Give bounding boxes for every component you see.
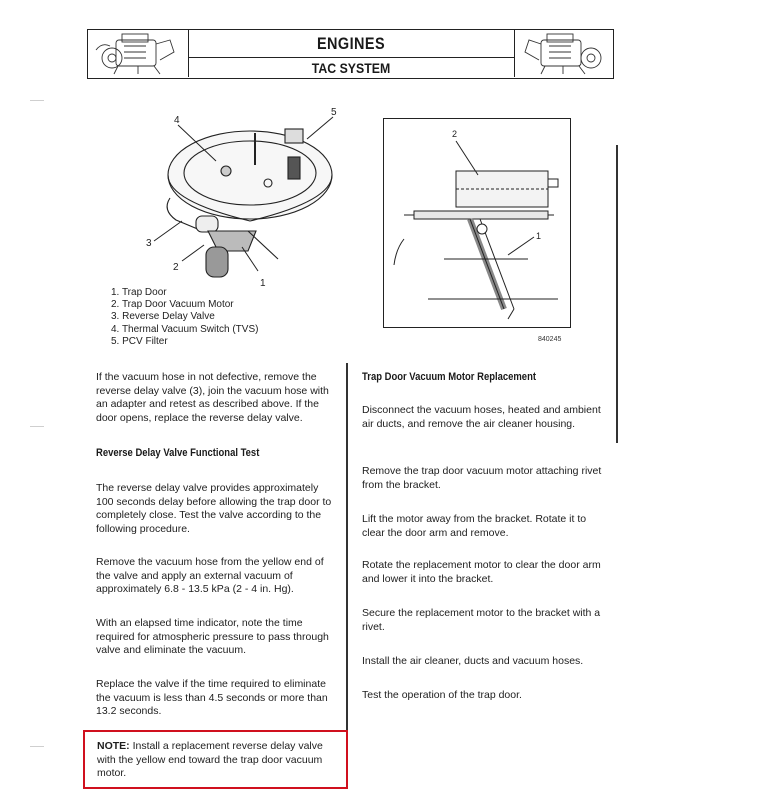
legend-item: 4. Thermal Vacuum Switch (TVS) xyxy=(111,323,259,335)
body-paragraph: Replace the valve if the time required to eliminate the vacuum is less than 4.5 seconds or more than 13.2 seconds. xyxy=(96,678,328,717)
column-divider xyxy=(346,363,348,786)
callout-label: 3 xyxy=(146,238,152,249)
engine-illustration-icon xyxy=(88,30,189,77)
scan-mark xyxy=(30,100,44,101)
body-paragraph: Remove the vacuum hose from the yellow end of the valve and apply an external vacuum of approximately 6.8 - 13.5 kPa (2 - 4 in. Hg). xyxy=(96,556,324,595)
legend-item: 3. Reverse Delay Valve xyxy=(111,311,215,323)
subtitle-bar xyxy=(188,57,514,78)
page-title: ENGINES xyxy=(316,34,386,53)
callout-label: 5 xyxy=(331,107,337,118)
body-paragraph: Rotate the replacement motor to clear the door arm and lower it into the bracket. xyxy=(362,559,601,585)
air-cleaner-illustration xyxy=(130,103,355,288)
callout-label: 1 xyxy=(260,278,266,288)
legend-item: 2. Trap Door Vacuum Motor xyxy=(111,299,234,311)
body-paragraph: The reverse delay valve provides approximately 100 seconds delay before allowing the trap door to completely close. Test the valve according to the following procedure. xyxy=(96,482,332,535)
callout-label: 2 xyxy=(452,129,458,139)
header-title-block xyxy=(188,30,514,77)
body-paragraph: Secure the replacement motor to the bracket with a rivet. xyxy=(362,607,601,633)
trap-door-detail-illustration xyxy=(383,118,571,328)
page-edge-rule xyxy=(616,145,618,443)
scan-mark xyxy=(30,746,44,747)
page-subtitle: TAC SYSTEM xyxy=(311,60,391,76)
legend-item: 5. PCV Filter xyxy=(111,335,168,347)
legend-item: 1. Trap Door xyxy=(111,287,167,298)
section-heading: Trap Door Vacuum Motor Replacement xyxy=(362,371,537,383)
body-paragraph: Remove the trap door vacuum motor attaching rivet from the bracket. xyxy=(362,465,602,491)
body-paragraph: Disconnect the vacuum hoses, heated and ambient air ducts, and remove the air cleaner housing. xyxy=(362,404,601,430)
page-header xyxy=(87,29,614,79)
callout-label: 1 xyxy=(536,231,542,241)
callout-label: 2 xyxy=(173,262,179,273)
scan-mark xyxy=(30,426,44,427)
note-label: NOTE: xyxy=(97,740,130,752)
intro-paragraph: If the vacuum hose in not defective, remove the reverse delay valve (3), join the vacuum hose with an adapter and retest as described above. If the door opens, replace the reverse delay valve. xyxy=(96,371,329,424)
callout-label: 4 xyxy=(174,115,180,126)
body-paragraph: Lift the motor away from the bracket. Rotate it to clear the door arm and remove. xyxy=(362,513,587,539)
body-paragraph: Install the air cleaner, ducts and vacuum hoses. xyxy=(362,655,584,667)
body-paragraph: Test the operation of the trap door. xyxy=(362,689,522,701)
engine-illustration-icon xyxy=(514,30,613,77)
note-text xyxy=(97,740,337,781)
figure-code: 840245 xyxy=(538,336,562,343)
note-body: Install a replacement reverse delay valve with the yellow end toward the trap door vacuum motor. xyxy=(97,740,323,779)
section-heading: Reverse Delay Valve Functional Test xyxy=(96,447,260,459)
figure-legend xyxy=(111,287,258,348)
note-callout xyxy=(83,730,348,789)
body-paragraph: With an elapsed time indicator, note the time required for atmospheric pressure to pass through valve and eliminate the vacuum. xyxy=(96,617,329,656)
